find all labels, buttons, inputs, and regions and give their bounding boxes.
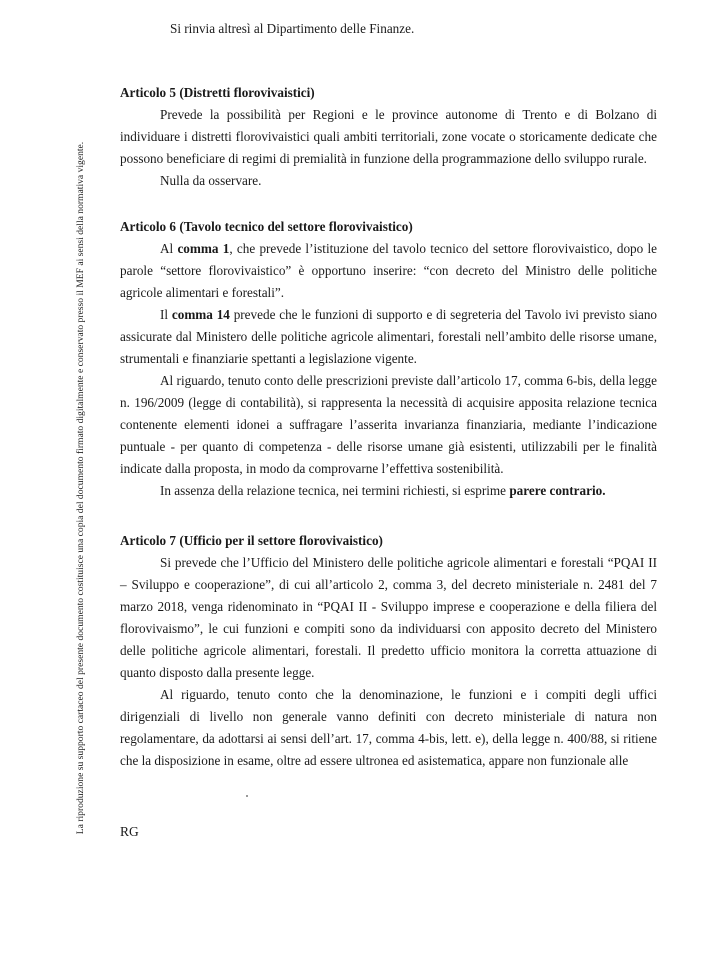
document-body bbox=[120, 18, 657, 772]
article-5-heading: Articolo 5 (Distretti florovivaistici) bbox=[120, 85, 315, 100]
parere-contrario-label: parere contrario. bbox=[509, 483, 606, 498]
article-6-paragraph-1: Al comma 1, che prevede l’istituzione del tavolo tecnico del settore florovivaistico, dopo le parole “settore florovivaistico” è opportuno inserire: “con decreto del Ministro delle politiche agricole alimentari e forestali”. bbox=[120, 241, 658, 300]
article-6-paragraph-4: In assenza della relazione tecnica, nei termini richiesti, si esprime parere contrario. bbox=[160, 483, 606, 498]
article-6-heading: Articolo 6 (Tavolo tecnico del settore florovivaistico) bbox=[120, 219, 413, 234]
comma-1-label: comma 1 bbox=[177, 241, 230, 256]
article-5-paragraph-2: Nulla da osservare. bbox=[160, 173, 262, 188]
intro-paragraph: Si rinvia altresì al Dipartimento delle Finanze. bbox=[170, 21, 415, 36]
article-6-paragraph-2: Il comma 14 prevede che le funzioni di supporto e di segreteria del Tavolo ivi previsto siano assicurate dal Ministero delle politiche agricole alimentari, forestali nell’ambito delle risorse umane, strumentali e finanziarie spettanti a legislazione vigente. bbox=[120, 307, 658, 366]
comma-14-label: comma 14 bbox=[171, 307, 230, 322]
article-6-paragraph-3: Al riguardo, tenuto conto delle prescrizioni previste dall’articolo 17, comma 6-bis, della legge n. 196/2009 (legge di contabilità), si rappresenta la necessità di acquisire apposita relazione tecnica contenente elementi idonei a suffragare l’asserita invarianza finanziaria, mediante l’indicazione puntuale - per quanto di competenza - delle risorse umane già esistenti, utilizzabili per le finalità indicate dalla proposta, in modo da comprovarne l’effettiva sostenibilità. bbox=[120, 373, 657, 476]
footer-initials: RG bbox=[120, 824, 139, 839]
article-7-paragraph-2: Al riguardo, tenuto conto che la denominazione, le funzioni e i compiti degli uffici dirigenziali di livello non generale vanno definiti con decreto ministeriale di natura non regolamentare, da adottarsi ai sensi dell’art. 17, comma 4-bis, lett. e), della legge n. 400/88, si ritiene che la disposizione in esame, oltre ad essere ultronea ed asistematica, appare non funzionale alle bbox=[120, 687, 657, 768]
article-7-heading: Articolo 7 (Ufficio per il settore florovivaistico) bbox=[120, 533, 383, 548]
scan-dot bbox=[246, 795, 248, 797]
article-5-paragraph-1: Prevede la possibilità per Regioni e le province autonome di Trento e di Bolzano di individuare i distretti florovivaistici quali ambiti territoriali, zone vocate o storicamente dedicate che possono beneficiare di regimi di premialità in funzione della programmazione dello sviluppo rurale. bbox=[120, 107, 657, 166]
digital-copy-margin-note: La riproduzione su supporto cartaceo del presente documento costituisce una copia del documento firmato digitalmente e conservato presso il MEF ai sensi della normativa vigente. bbox=[75, 141, 86, 835]
article-7-paragraph-1: Si prevede che l’Ufficio del Ministero delle politiche agricole alimentari e forestali “PQAI II – Sviluppo e cooperazione”, di cui all’articolo 2, comma 3, del decreto ministeriale n. 2481 del 7 marzo 2018, venga ridenominato in “PQAI II - Sviluppo imprese e cooperazione e della filiera del florovivaismo”, le cui funzioni e compiti sono da individuarsi con apposito decreto del Ministero delle politiche agricole alimentari, forestali. Il predetto ufficio monitora la corretta attuazione di quanto disposto dalla presente legge. bbox=[120, 555, 657, 680]
